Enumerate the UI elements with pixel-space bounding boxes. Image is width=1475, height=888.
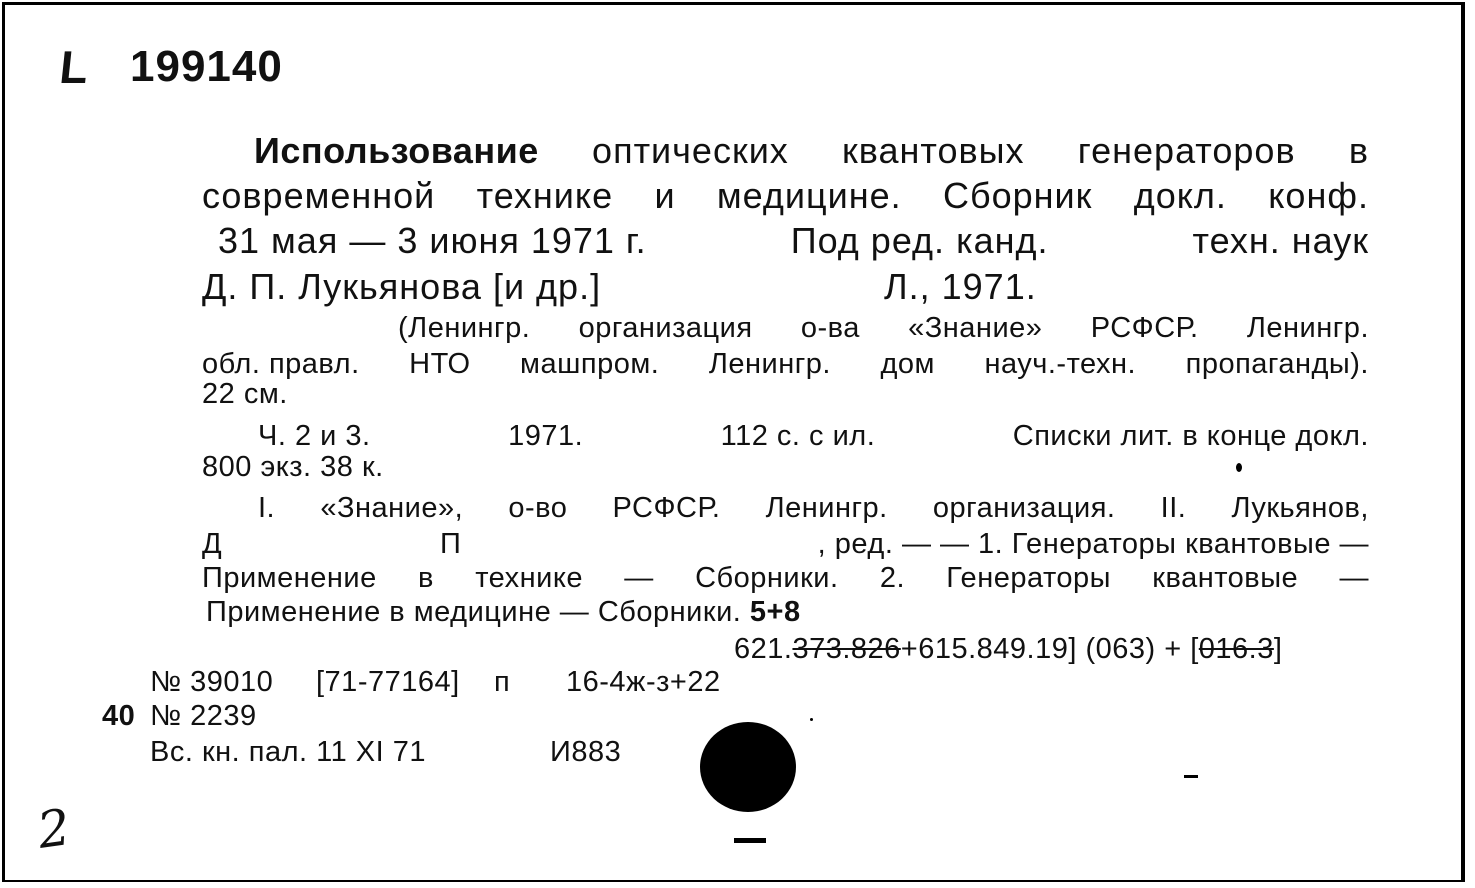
publisher-word: Ленингр. [1246,312,1369,344]
udc-struck: 373.826 [792,633,901,665]
publisher-word: науч.-техн. [984,348,1137,380]
print-run-price: 800 экз. 38 к. [202,451,384,483]
subject-word: Сборники. [695,562,839,594]
title-word: в [1348,130,1369,171]
classification-index [734,633,1282,666]
handwritten-mark: 5+8 [749,596,801,628]
subject-initial-d: Д [202,528,223,560]
subject-word: Лукьянов, [1231,492,1369,524]
card-number-mark: L [57,41,91,93]
chamber-date: Вс. кн. пал. 11 XI 71 [150,736,427,768]
title-word: квантовых [842,130,1025,171]
publisher-word: «Знание» [908,312,1043,344]
publisher-word: (Ленингр. [398,312,531,344]
registry-code: [71-77164] [316,666,460,698]
title-word: и [654,175,676,216]
publisher-word: машпром. [520,348,660,380]
publisher-word: о-ва [800,312,860,344]
subject-word: Ленингр. [765,492,888,524]
subject-word: Генераторы [946,562,1112,594]
title-line-2 [202,175,1369,217]
title-word: современной [202,175,436,216]
title-word: Сборник [942,175,1093,216]
subject-word: — [1339,562,1369,594]
title-word: медицине. [716,175,902,216]
udc-suffix: ] [1273,633,1283,665]
physical-size: 22 см. [202,378,288,410]
editor-name: Д. П. Лукьянова [и др.] [202,266,602,307]
part-year: 1971. [508,420,584,452]
part-pages: 112 с. с ил. [720,420,876,452]
editor-degree: техн. наук [1192,220,1369,261]
subject-initial-p: П [440,528,462,560]
card-number: 199140 [130,42,283,91]
subject-word: в [418,562,434,594]
udc-prefix: 621. [734,633,793,665]
publisher-word: обл. правл. [202,348,360,380]
part-volume: Ч. 2 и 3. [258,420,371,452]
part-line-1 [258,420,1369,453]
publisher-line-2 [202,348,1369,381]
registry-shelf: 16-4ж-з+22 [566,666,721,698]
title-word: оптических [592,130,789,171]
subject-word: организация. [932,492,1116,524]
subject-word: — [624,562,654,594]
subject-heading-2 [206,596,801,629]
title-line-1 [254,130,1369,172]
publisher-word: Ленингр. [708,348,831,380]
subjects-line-1 [258,492,1369,525]
chamber-code: И883 [550,736,622,768]
title-bold-word: Использование [254,130,539,171]
subject-word: РСФСР. [612,492,721,524]
title-word: технике [476,175,614,216]
ink-speck [810,718,813,721]
registry-secondary-number: № 2239 [150,700,257,732]
subject-heading-1: , ред. — — 1. Генераторы квантовые — [817,528,1369,560]
udc-rest: +615.849.19] (063) + [ [900,633,1199,665]
publication-place-year: Л., 1971. [884,266,1037,307]
handwritten-corner-note: 2 [34,798,74,860]
publisher-word: организация [578,312,753,344]
subject-word: о-во [508,492,568,524]
publisher-word: пропаганды). [1185,348,1369,380]
udc-struck-2: 016.3 [1198,633,1274,665]
subject-word: технике [475,562,584,594]
title-word: конф. [1268,175,1369,216]
registry-count: 40 [102,700,136,732]
title-line-3 [218,220,1369,262]
ink-dash [734,838,766,843]
subject-word: I. [258,492,276,524]
publisher-line-1 [398,312,1369,345]
part-notes: Списки лит. в конце докл. [1012,420,1369,452]
subject-word: II. [1160,492,1187,524]
punch-hole [700,722,796,812]
subject-word: Применение [202,562,377,594]
ink-dash [1184,775,1198,778]
title-word: докл. [1133,175,1227,216]
subject-word: 2. [879,562,906,594]
publisher-word: дом [880,348,935,380]
ink-speck [1236,463,1242,472]
registry-letter: п [494,666,511,698]
conference-dates: 31 мая — 3 июня 1971 г. [218,220,647,261]
subject-heading-2-text: Применение в медицине — Сборники. [206,596,742,628]
subject-word: квантовые [1152,562,1299,594]
publisher-word: РСФСР. [1090,312,1199,344]
editor-prefix: Под ред. канд. [790,220,1049,261]
registry-number: № 39010 [150,666,274,698]
publisher-word: НТО [409,348,471,380]
subjects-line-3 [202,562,1369,595]
subject-word: «Знание», [320,492,464,524]
title-word: генераторов [1077,130,1296,171]
